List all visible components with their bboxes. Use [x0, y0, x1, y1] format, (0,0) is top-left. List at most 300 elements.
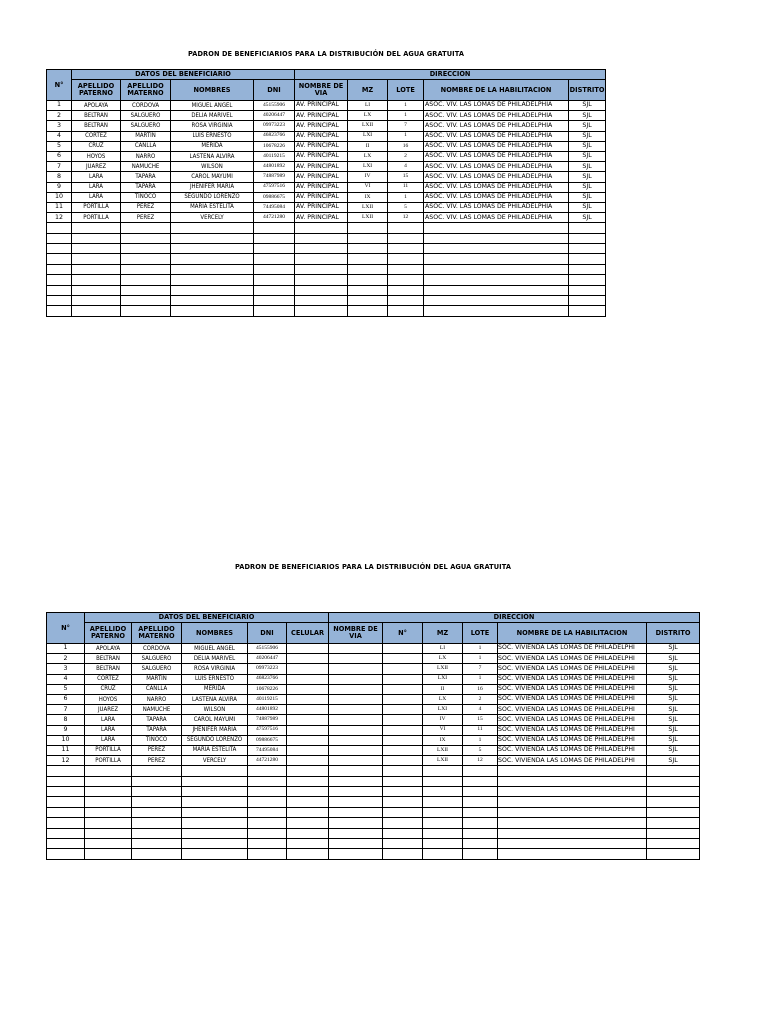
empty-cell [287, 818, 329, 828]
table-cell: IV [423, 715, 463, 725]
table-cell [287, 735, 329, 745]
table-cell: HOYOS [72, 151, 121, 161]
empty-cell [47, 254, 72, 264]
empty-cell [248, 766, 287, 776]
empty-cell [388, 306, 424, 316]
table-cell: PEREZ [132, 756, 182, 766]
table-cell: 15 [388, 172, 424, 182]
table-cell: SJL [569, 131, 606, 141]
empty-cell [329, 849, 383, 859]
table-cell [287, 694, 329, 704]
empty-cell [383, 776, 423, 786]
table-cell: 5 [47, 684, 85, 694]
table-cell: IX [423, 735, 463, 745]
empty-cell [295, 233, 348, 243]
empty-cell [47, 275, 72, 285]
table-cell [287, 674, 329, 684]
empty-cell [569, 306, 606, 316]
table-cell: 44801892 [248, 705, 287, 715]
table-cell: 74495084 [254, 202, 295, 212]
table-cell: 12 [388, 213, 424, 223]
empty-cell [295, 223, 348, 233]
empty-cell [329, 828, 383, 838]
empty-row [47, 264, 606, 274]
table-cell: 40119215 [254, 151, 295, 161]
empty-cell [383, 838, 423, 848]
table-cell: AV. PRINCIPAL [295, 141, 348, 151]
table-cell: DELIA MARIVEL [171, 111, 254, 121]
table-cell: LARA [85, 715, 132, 725]
empty-cell [47, 828, 85, 838]
empty-cell [329, 766, 383, 776]
table-cell: 45155906 [248, 644, 287, 654]
empty-cell [47, 223, 72, 233]
empty-cell [85, 828, 132, 838]
header-group-direccion: DIRECCIÓN [295, 70, 606, 80]
empty-cell [248, 838, 287, 848]
table-cell [329, 715, 383, 725]
table-row [47, 182, 606, 192]
table-cell: SEGUNDO LORENZO [171, 192, 254, 202]
empty-cell [295, 264, 348, 274]
empty-cell [383, 818, 423, 828]
table-cell: SJL [569, 121, 606, 131]
table-cell: ASOC. VIV. LAS LOMAS DE PHILADELPHIA [424, 101, 569, 111]
table-cell [287, 745, 329, 755]
empty-row [47, 849, 700, 859]
empty-cell [47, 838, 85, 848]
empty-cell [383, 797, 423, 807]
empty-cell [287, 766, 329, 776]
table-cell: ASOC. VIV. LAS LOMAS DE PHILADELPHIA [424, 121, 569, 131]
table-cell: 9 [47, 182, 72, 192]
table-cell: SALGUERO [132, 654, 182, 664]
table-cell: 1 [388, 101, 424, 111]
empty-cell [47, 233, 72, 243]
table-cell: SOC. VIVIENDA LAS LOMAS DE PHILADELPHI [498, 715, 647, 725]
empty-cell [248, 787, 287, 797]
empty-cell [295, 295, 348, 305]
table-cell: SJL [569, 151, 606, 161]
empty-cell [171, 233, 254, 243]
empty-cell [295, 285, 348, 295]
empty-cell [388, 233, 424, 243]
table-cell: LXI [423, 674, 463, 684]
empty-cell [72, 223, 121, 233]
table-cell: 4 [463, 705, 498, 715]
table-row [47, 162, 606, 172]
empty-cell [348, 295, 388, 305]
table-cell: DELIA MARIVEL [182, 654, 248, 664]
table-cell [329, 705, 383, 715]
empty-cell [182, 766, 248, 776]
table-cell: SOC. VIVIENDA LAS LOMAS DE PHILADELPHI [498, 745, 647, 755]
table-cell: LXII [348, 202, 388, 212]
empty-cell [388, 244, 424, 254]
empty-cell [182, 818, 248, 828]
header-mz: MZ [348, 80, 388, 101]
table-cell: CORDOVA [132, 644, 182, 654]
table-cell [383, 725, 423, 735]
table-cell: 10 [47, 735, 85, 745]
document-title-2: PADRON DE BENEFICIARIOS PARA LA DISTRIBUCIÓN DEL AGUA GRATUITA [234, 563, 512, 571]
empty-cell [287, 838, 329, 848]
table-row [47, 664, 700, 674]
header-group-direccion: DIRECCIÓN [329, 613, 700, 623]
empty-cell [121, 275, 171, 285]
empty-cell [295, 254, 348, 264]
table-cell: 12 [47, 213, 72, 223]
empty-cell [287, 797, 329, 807]
table-cell: APOLAYA [72, 101, 121, 111]
table-cell: AV. PRINCIPAL [295, 172, 348, 182]
empty-cell [388, 264, 424, 274]
empty-cell [498, 787, 647, 797]
table-row [47, 674, 700, 684]
table-cell: 1 [388, 131, 424, 141]
header-celular: CELULAR [287, 623, 329, 644]
empty-cell [132, 838, 182, 848]
table-cell: SOC. VIVIENDA LAS LOMAS DE PHILADELPHI [498, 644, 647, 654]
empty-row [47, 797, 700, 807]
empty-row [47, 275, 606, 285]
table-cell: SALGUERO [121, 111, 171, 121]
table-cell: VI [423, 725, 463, 735]
empty-cell [287, 776, 329, 786]
table-cell: VI [348, 182, 388, 192]
table-cell [383, 644, 423, 654]
table-cell: AV. PRINCIPAL [295, 131, 348, 141]
empty-cell [248, 818, 287, 828]
header-nombres: NOMBRES [171, 80, 254, 101]
table-row [47, 172, 606, 182]
table-cell: 7 [463, 664, 498, 674]
beneficiaries-table-1 [46, 69, 606, 317]
empty-cell [498, 807, 647, 817]
empty-cell [424, 306, 569, 316]
table-cell [287, 664, 329, 674]
table-cell: TINOCO [132, 735, 182, 745]
table-cell: SOC. VIVIENDA LAS LOMAS DE PHILADELPHI [498, 684, 647, 694]
table-cell: CORTEZ [72, 131, 121, 141]
table-cell: 45155906 [254, 101, 295, 111]
header-distrito: DISTRITO [647, 623, 700, 644]
table-cell: LX [348, 111, 388, 121]
table-row [47, 111, 606, 121]
empty-cell [463, 787, 498, 797]
table-cell [287, 654, 329, 664]
table-cell: CRUZ [72, 141, 121, 151]
table-cell: 2 [47, 111, 72, 121]
empty-cell [348, 275, 388, 285]
table-cell: PORTILLA [85, 745, 132, 755]
empty-cell [424, 233, 569, 243]
empty-cell [132, 849, 182, 859]
table-row [47, 715, 700, 725]
empty-cell [329, 807, 383, 817]
table-cell: 6 [47, 151, 72, 161]
table-cell: SJL [569, 202, 606, 212]
empty-cell [85, 776, 132, 786]
table-cell: NAMUCHE [132, 705, 182, 715]
empty-cell [569, 295, 606, 305]
beneficiaries-table-2 [46, 612, 700, 860]
table-cell: BELTRAN [72, 111, 121, 121]
empty-cell [423, 787, 463, 797]
table-cell [383, 664, 423, 674]
table-cell: LX [348, 151, 388, 161]
header-nombres: NOMBRES [182, 623, 248, 644]
table-cell: ASOC. VIV. LAS LOMAS DE PHILADELPHIA [424, 162, 569, 172]
empty-cell [463, 849, 498, 859]
table-cell: 40206447 [248, 654, 287, 664]
empty-cell [498, 797, 647, 807]
table-cell: SJL [647, 745, 700, 755]
table-cell: CANLLA [121, 141, 171, 151]
empty-cell [498, 838, 647, 848]
table-cell: LARA [72, 182, 121, 192]
table-cell [383, 715, 423, 725]
empty-cell [85, 807, 132, 817]
table-cell: LXII [348, 213, 388, 223]
header-habilitacion: NOMBRE DE LA HABILITACION [424, 80, 569, 101]
table-cell: SJL [647, 684, 700, 694]
table-cell: 4 [388, 162, 424, 172]
table-cell: BELTRAN [85, 664, 132, 674]
empty-cell [132, 797, 182, 807]
empty-cell [383, 787, 423, 797]
empty-cell [647, 776, 700, 786]
empty-cell [388, 223, 424, 233]
empty-cell [85, 818, 132, 828]
table-cell: LXII [423, 745, 463, 755]
empty-cell [72, 244, 121, 254]
table-cell: SJL [569, 182, 606, 192]
table-cell: LI [423, 644, 463, 654]
table-cell: AV. PRINCIPAL [295, 151, 348, 161]
empty-cell [424, 254, 569, 264]
table-cell: CORTEZ [85, 674, 132, 684]
empty-cell [254, 254, 295, 264]
table-cell: SOC. VIVIENDA LAS LOMAS DE PHILADELPHI [498, 674, 647, 684]
table-cell: SJL [647, 725, 700, 735]
table-cell: 5 [388, 202, 424, 212]
table-cell [383, 694, 423, 704]
table-cell [329, 644, 383, 654]
table-cell: ROSA VIRGINIA [182, 664, 248, 674]
table-cell: LXI [348, 131, 388, 141]
empty-cell [171, 295, 254, 305]
table-cell: PEREZ [132, 745, 182, 755]
table-cell: MIGUEL ANGEL [171, 101, 254, 111]
table-cell: LUIS ERNESTO [182, 674, 248, 684]
empty-cell [287, 807, 329, 817]
table-cell: 15 [463, 715, 498, 725]
empty-cell [329, 797, 383, 807]
header-group-beneficiario: DATOS DEL BENEFICIARIO [85, 613, 329, 623]
table-cell: PORTILLA [72, 213, 121, 223]
table-cell [287, 684, 329, 694]
empty-cell [121, 264, 171, 274]
table-cell: 3 [47, 664, 85, 674]
table-cell: LXII [423, 664, 463, 674]
empty-cell [254, 285, 295, 295]
table-row [47, 654, 700, 664]
table-cell: JUAREZ [72, 162, 121, 172]
empty-cell [171, 306, 254, 316]
table-cell: MARIA ESTELITA [171, 202, 254, 212]
header-habilitacion: NOMBRE DE LA HABILITACION [498, 623, 647, 644]
table-cell: 47597516 [254, 182, 295, 192]
table-cell [287, 715, 329, 725]
empty-cell [171, 254, 254, 264]
table-cell: 1 [388, 192, 424, 202]
empty-cell [47, 306, 72, 316]
table-cell: PORTILLA [85, 756, 132, 766]
empty-cell [329, 818, 383, 828]
table-cell: SOC. VIVIENDA LAS LOMAS DE PHILADELPHI [498, 735, 647, 745]
header-no: N° [47, 613, 85, 644]
empty-cell [569, 244, 606, 254]
table-cell [287, 644, 329, 654]
table-cell: LXII [423, 756, 463, 766]
table-cell: 5 [47, 141, 72, 151]
table-cell: 8 [47, 172, 72, 182]
table-cell [329, 684, 383, 694]
table-cell: ASOC. VIV. LAS LOMAS DE PHILADELPHIA [424, 202, 569, 212]
empty-cell [47, 244, 72, 254]
table-cell: AV. PRINCIPAL [295, 213, 348, 223]
empty-cell [423, 838, 463, 848]
empty-cell [47, 797, 85, 807]
table-cell: SALGUERO [121, 121, 171, 131]
empty-cell [248, 807, 287, 817]
table-cell [383, 674, 423, 684]
empty-cell [171, 223, 254, 233]
table-cell: SJL [569, 111, 606, 121]
empty-cell [182, 776, 248, 786]
table-cell: LARA [85, 725, 132, 735]
table-cell [383, 735, 423, 745]
empty-cell [85, 797, 132, 807]
empty-cell [348, 306, 388, 316]
table-cell: JHENIFER MARIA [171, 182, 254, 192]
table-cell [329, 694, 383, 704]
table-cell: 4 [47, 131, 72, 141]
table-cell: AV. PRINCIPAL [295, 182, 348, 192]
empty-cell [72, 275, 121, 285]
table-cell: BELTRAN [85, 654, 132, 664]
empty-cell [72, 264, 121, 274]
header-apellido-materno: APELLIDO MATERNO [132, 623, 182, 644]
table-cell: 2 [388, 151, 424, 161]
empty-cell [254, 306, 295, 316]
table-cell: SJL [647, 674, 700, 684]
table-cell: TAPARA [132, 725, 182, 735]
empty-cell [182, 849, 248, 859]
empty-cell [72, 233, 121, 243]
empty-cell [121, 233, 171, 243]
table-cell: 46823766 [248, 674, 287, 684]
table-cell: LXI [348, 162, 388, 172]
table-cell: TAPARA [121, 182, 171, 192]
empty-cell [569, 233, 606, 243]
empty-cell [132, 787, 182, 797]
empty-cell [348, 285, 388, 295]
table-cell: LASTENA ALVIRA [171, 151, 254, 161]
empty-cell [254, 244, 295, 254]
table-cell: LI [348, 101, 388, 111]
empty-cell [423, 766, 463, 776]
empty-row [47, 828, 700, 838]
empty-cell [423, 797, 463, 807]
empty-cell [121, 244, 171, 254]
empty-cell [171, 285, 254, 295]
table-cell: ROSA VIRGINIA [171, 121, 254, 131]
empty-cell [47, 295, 72, 305]
empty-cell [72, 254, 121, 264]
table-cell: 40119215 [248, 694, 287, 704]
table-cell: SEGUNDO LORENZO [182, 735, 248, 745]
table-row [47, 131, 606, 141]
table-cell: 6 [47, 694, 85, 704]
table-row [47, 213, 606, 223]
empty-cell [463, 797, 498, 807]
empty-cell [348, 223, 388, 233]
table-cell: AV. PRINCIPAL [295, 111, 348, 121]
empty-cell [132, 828, 182, 838]
empty-cell [295, 275, 348, 285]
header-dni: DNI [248, 623, 287, 644]
table-cell: NARRO [132, 694, 182, 704]
table-cell: ASOC. VIV. LAS LOMAS DE PHILADELPHIA [424, 213, 569, 223]
empty-cell [47, 776, 85, 786]
table-cell: SJL [569, 192, 606, 202]
empty-cell [72, 295, 121, 305]
empty-cell [132, 818, 182, 828]
table-cell: LX [423, 694, 463, 704]
table-cell: ASOC. VIV. LAS LOMAS DE PHILADELPHIA [424, 151, 569, 161]
table-cell [329, 674, 383, 684]
table-cell: 2 [463, 694, 498, 704]
table-cell: LASTENA ALVIRA [182, 694, 248, 704]
empty-cell [85, 787, 132, 797]
table-cell: 44721280 [254, 213, 295, 223]
table-cell: SOC. VIVIENDA LAS LOMAS DE PHILADELPHI [498, 654, 647, 664]
table-cell: VERCELY [171, 213, 254, 223]
empty-cell [424, 244, 569, 254]
table-cell: IX [348, 192, 388, 202]
empty-cell [182, 787, 248, 797]
empty-cell [569, 223, 606, 233]
header-nombre-via: NOMBRE DE VIA [295, 80, 348, 101]
empty-row [47, 244, 606, 254]
empty-cell [647, 849, 700, 859]
empty-cell [348, 254, 388, 264]
table-cell: 1 [47, 101, 72, 111]
table-cell: TAPARA [121, 172, 171, 182]
empty-cell [383, 849, 423, 859]
empty-cell [647, 828, 700, 838]
empty-cell [171, 264, 254, 274]
table-cell: ASOC. VIV. LAS LOMAS DE PHILADELPHIA [424, 192, 569, 202]
empty-cell [569, 264, 606, 274]
table-cell: APOLAYA [85, 644, 132, 654]
header-apellido-paterno: APELLIDO PATERNO [72, 80, 121, 101]
table-cell: VERCELY [182, 756, 248, 766]
table-cell: 12 [47, 756, 85, 766]
table-cell: SJL [647, 694, 700, 704]
